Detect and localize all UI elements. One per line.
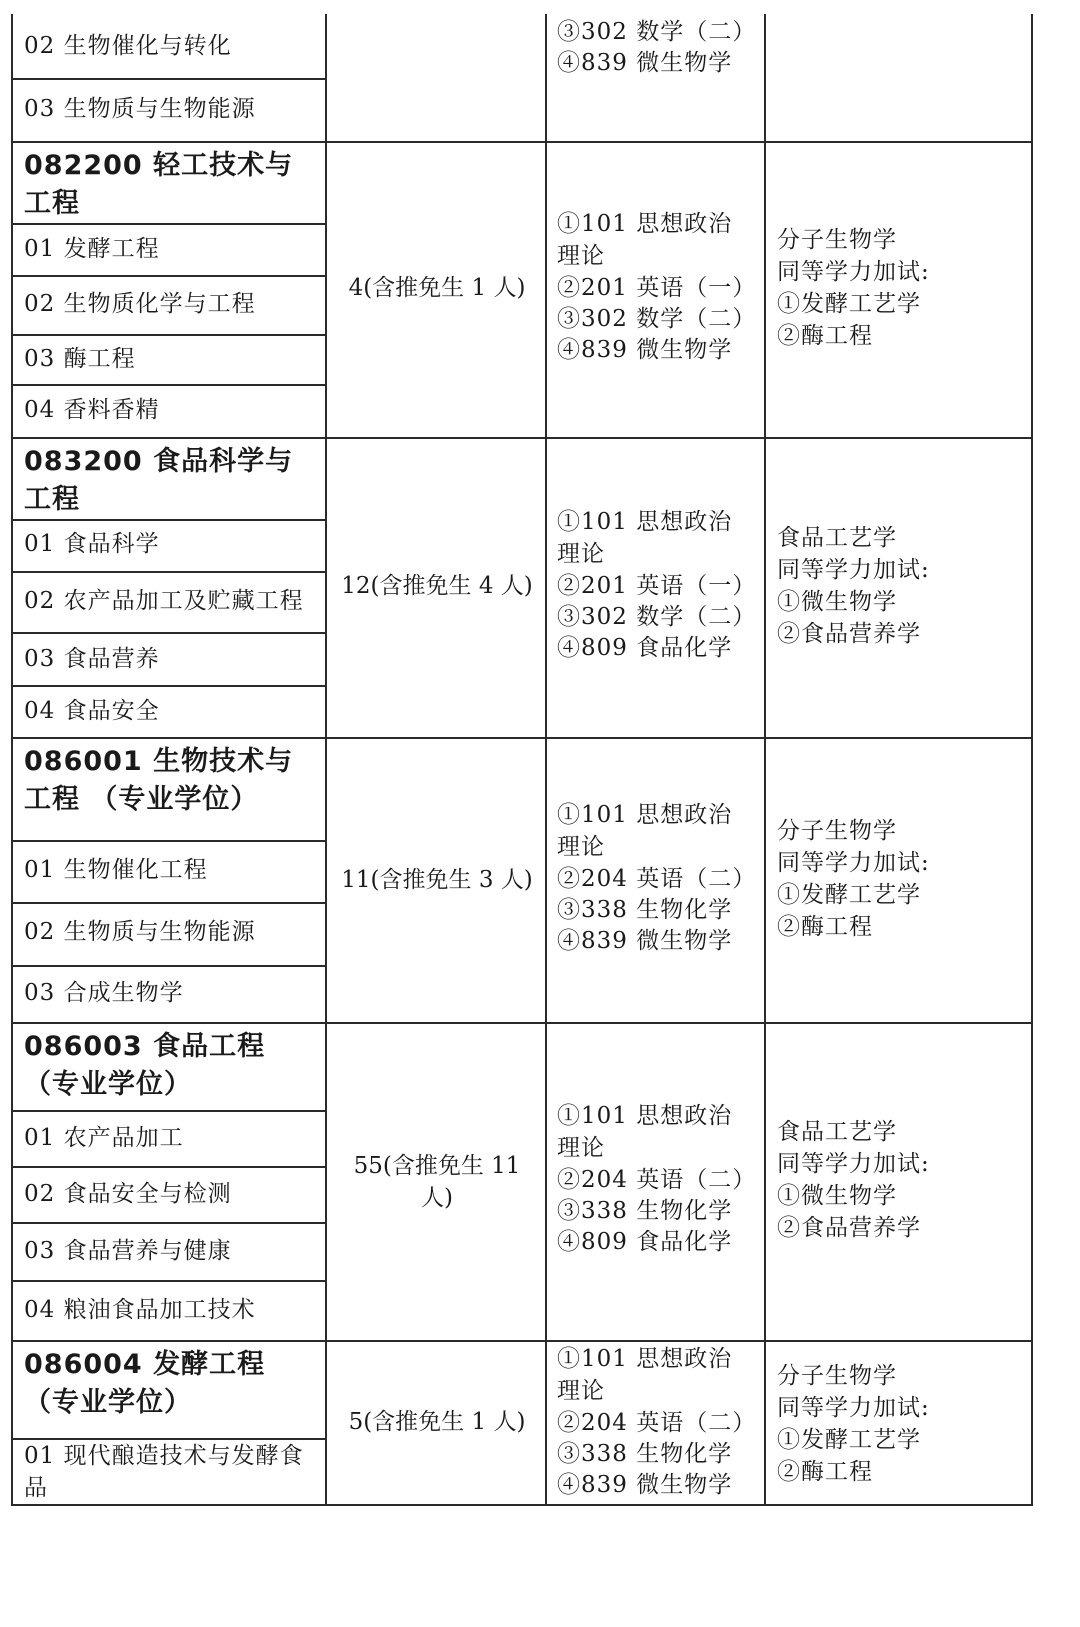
exam-subject: ①101 思想政治理论 (557, 509, 733, 567)
retest-subject: ②酶工程 (777, 323, 873, 349)
program-heading: 086004 发酵工程 （专业学位） (24, 1349, 266, 1418)
direction-item: 01 生物催化工程 (24, 857, 208, 883)
direction-item: 02 生物催化与转化 (24, 33, 232, 59)
enrollment-quota: 12(含推免生 4 人) (341, 573, 533, 599)
row-border (11, 1022, 1033, 1024)
retest-subject: 同等学力加试: (777, 1395, 930, 1421)
exam-subject: ②201 英语（一） (557, 275, 757, 301)
program-heading: 086003 食品工程 （专业学位） (24, 1031, 266, 1100)
retest-subject: 分子生物学 (777, 227, 897, 253)
subrow-divider (11, 384, 325, 386)
subrow-divider (11, 571, 325, 573)
direction-item: 04 粮油食品加工技术 (24, 1297, 256, 1323)
enrollment-quota: 11(含推免生 3 人) (341, 867, 533, 893)
program-heading: 083200 食品科学与工程 (24, 446, 294, 515)
exam-subject: ③302 数学（二） (557, 306, 757, 332)
retest-subject: ②食品营养学 (777, 621, 921, 647)
column-border-2 (545, 14, 547, 1504)
column-border-3 (764, 14, 766, 1504)
direction-item: 02 生物质化学与工程 (24, 291, 256, 317)
subrow-divider (11, 1166, 325, 1168)
retest-subject: ①微生物学 (777, 1183, 897, 1209)
retest-subject: ①发酵工艺学 (777, 882, 921, 908)
exam-subject: ②204 英语（二） (557, 866, 757, 892)
exam-subject: ③302 数学（二） (557, 604, 757, 630)
retest-subject: ①微生物学 (777, 589, 897, 615)
subrow-divider (11, 275, 325, 277)
direction-item: 01 食品科学 (24, 531, 160, 557)
exam-subject: ③338 生物化学 (557, 1441, 733, 1467)
exam-subject: ③338 生物化学 (557, 1198, 733, 1224)
header-divider (11, 840, 325, 842)
retest-subject: 同等学力加试: (777, 259, 930, 285)
direction-item: 03 合成生物学 (24, 980, 184, 1006)
exam-subject: ②201 英语（一） (557, 573, 757, 599)
enrollment-quota: 55(含推免生 11 人) (353, 1153, 521, 1211)
subrow-divider (11, 902, 325, 904)
exam-subject: ②204 英语（二） (557, 1167, 757, 1193)
enrollment-quota: 5(含推免生 1 人) (348, 1409, 526, 1435)
exam-subject: ④809 食品化学 (557, 1229, 733, 1255)
exam-subject: ④809 食品化学 (557, 635, 733, 661)
row-border (11, 141, 1033, 143)
direction-item: 02 农产品加工及贮藏工程 (24, 588, 304, 614)
row-border (11, 1340, 1033, 1342)
retest-subject: 同等学力加试: (777, 1151, 930, 1177)
exam-subject: ④839 微生物学 (557, 337, 733, 363)
header-divider (11, 223, 325, 225)
program-heading: 082200 轻工技术与工程 (24, 150, 294, 219)
subrow-divider (11, 965, 325, 967)
retest-subject: 同等学力加试: (777, 557, 930, 583)
row-border (11, 1504, 1033, 1506)
retest-subject: 分子生物学 (777, 1363, 897, 1389)
exam-subject: ③338 生物化学 (557, 897, 733, 923)
exam-subject: ④839 微生物学 (557, 1472, 733, 1498)
subrow-divider (11, 1280, 325, 1282)
exam-subject: ①101 思想政治理论 (557, 1346, 733, 1404)
subrow-divider (11, 78, 325, 80)
row-border (11, 737, 1033, 739)
exam-subject: ④839 微生物学 (557, 50, 733, 76)
direction-item: 01 农产品加工 (24, 1125, 184, 1151)
enrollment-quota: 4(含推免生 1 人) (348, 275, 526, 301)
retest-subject: 分子生物学 (777, 818, 897, 844)
direction-item: 03 食品营养 (24, 646, 160, 672)
direction-item: 01 发酵工程 (24, 236, 160, 262)
retest-subject: ②酶工程 (777, 914, 873, 940)
retest-subject: 食品工艺学 (777, 1119, 897, 1145)
direction-item: 03 食品营养与健康 (24, 1238, 232, 1264)
row-border (11, 437, 1033, 439)
column-border-1 (325, 14, 327, 1504)
exam-subject: ①101 思想政治理论 (557, 211, 733, 269)
direction-item: 03 酶工程 (24, 346, 136, 372)
exam-subject: ②204 英语（二） (557, 1410, 757, 1436)
retest-subject: ②酶工程 (777, 1459, 873, 1485)
subrow-divider (11, 334, 325, 336)
subrow-divider (11, 1222, 325, 1224)
exam-subject: ④839 微生物学 (557, 928, 733, 954)
exam-subject: ①101 思想政治理论 (557, 802, 733, 860)
header-divider (11, 1110, 325, 1112)
program-heading: 086001 生物技术与工程 （专业学位） (24, 746, 294, 815)
retest-subject: ①发酵工艺学 (777, 1427, 921, 1453)
subrow-divider (11, 685, 325, 687)
exam-subject: ①101 思想政治理论 (557, 1103, 733, 1161)
direction-item: 04 香料香精 (24, 397, 160, 423)
direction-item: 01 现代酿造技术与发酵食品 (24, 1443, 304, 1501)
subrow-divider (11, 632, 325, 634)
retest-subject: 同等学力加试: (777, 850, 930, 876)
direction-item: 04 食品安全 (24, 698, 160, 724)
direction-item: 02 食品安全与检测 (24, 1181, 232, 1207)
direction-item: 03 生物质与生物能源 (24, 96, 256, 122)
exam-subject: ③302 数学（二） (557, 19, 757, 45)
retest-subject: ①发酵工艺学 (777, 291, 921, 317)
retest-subject: 食品工艺学 (777, 525, 897, 551)
retest-subject: ②食品营养学 (777, 1215, 921, 1241)
direction-item: 02 生物质与生物能源 (24, 919, 256, 945)
header-divider (11, 519, 325, 521)
column-border-4 (1031, 14, 1033, 1504)
